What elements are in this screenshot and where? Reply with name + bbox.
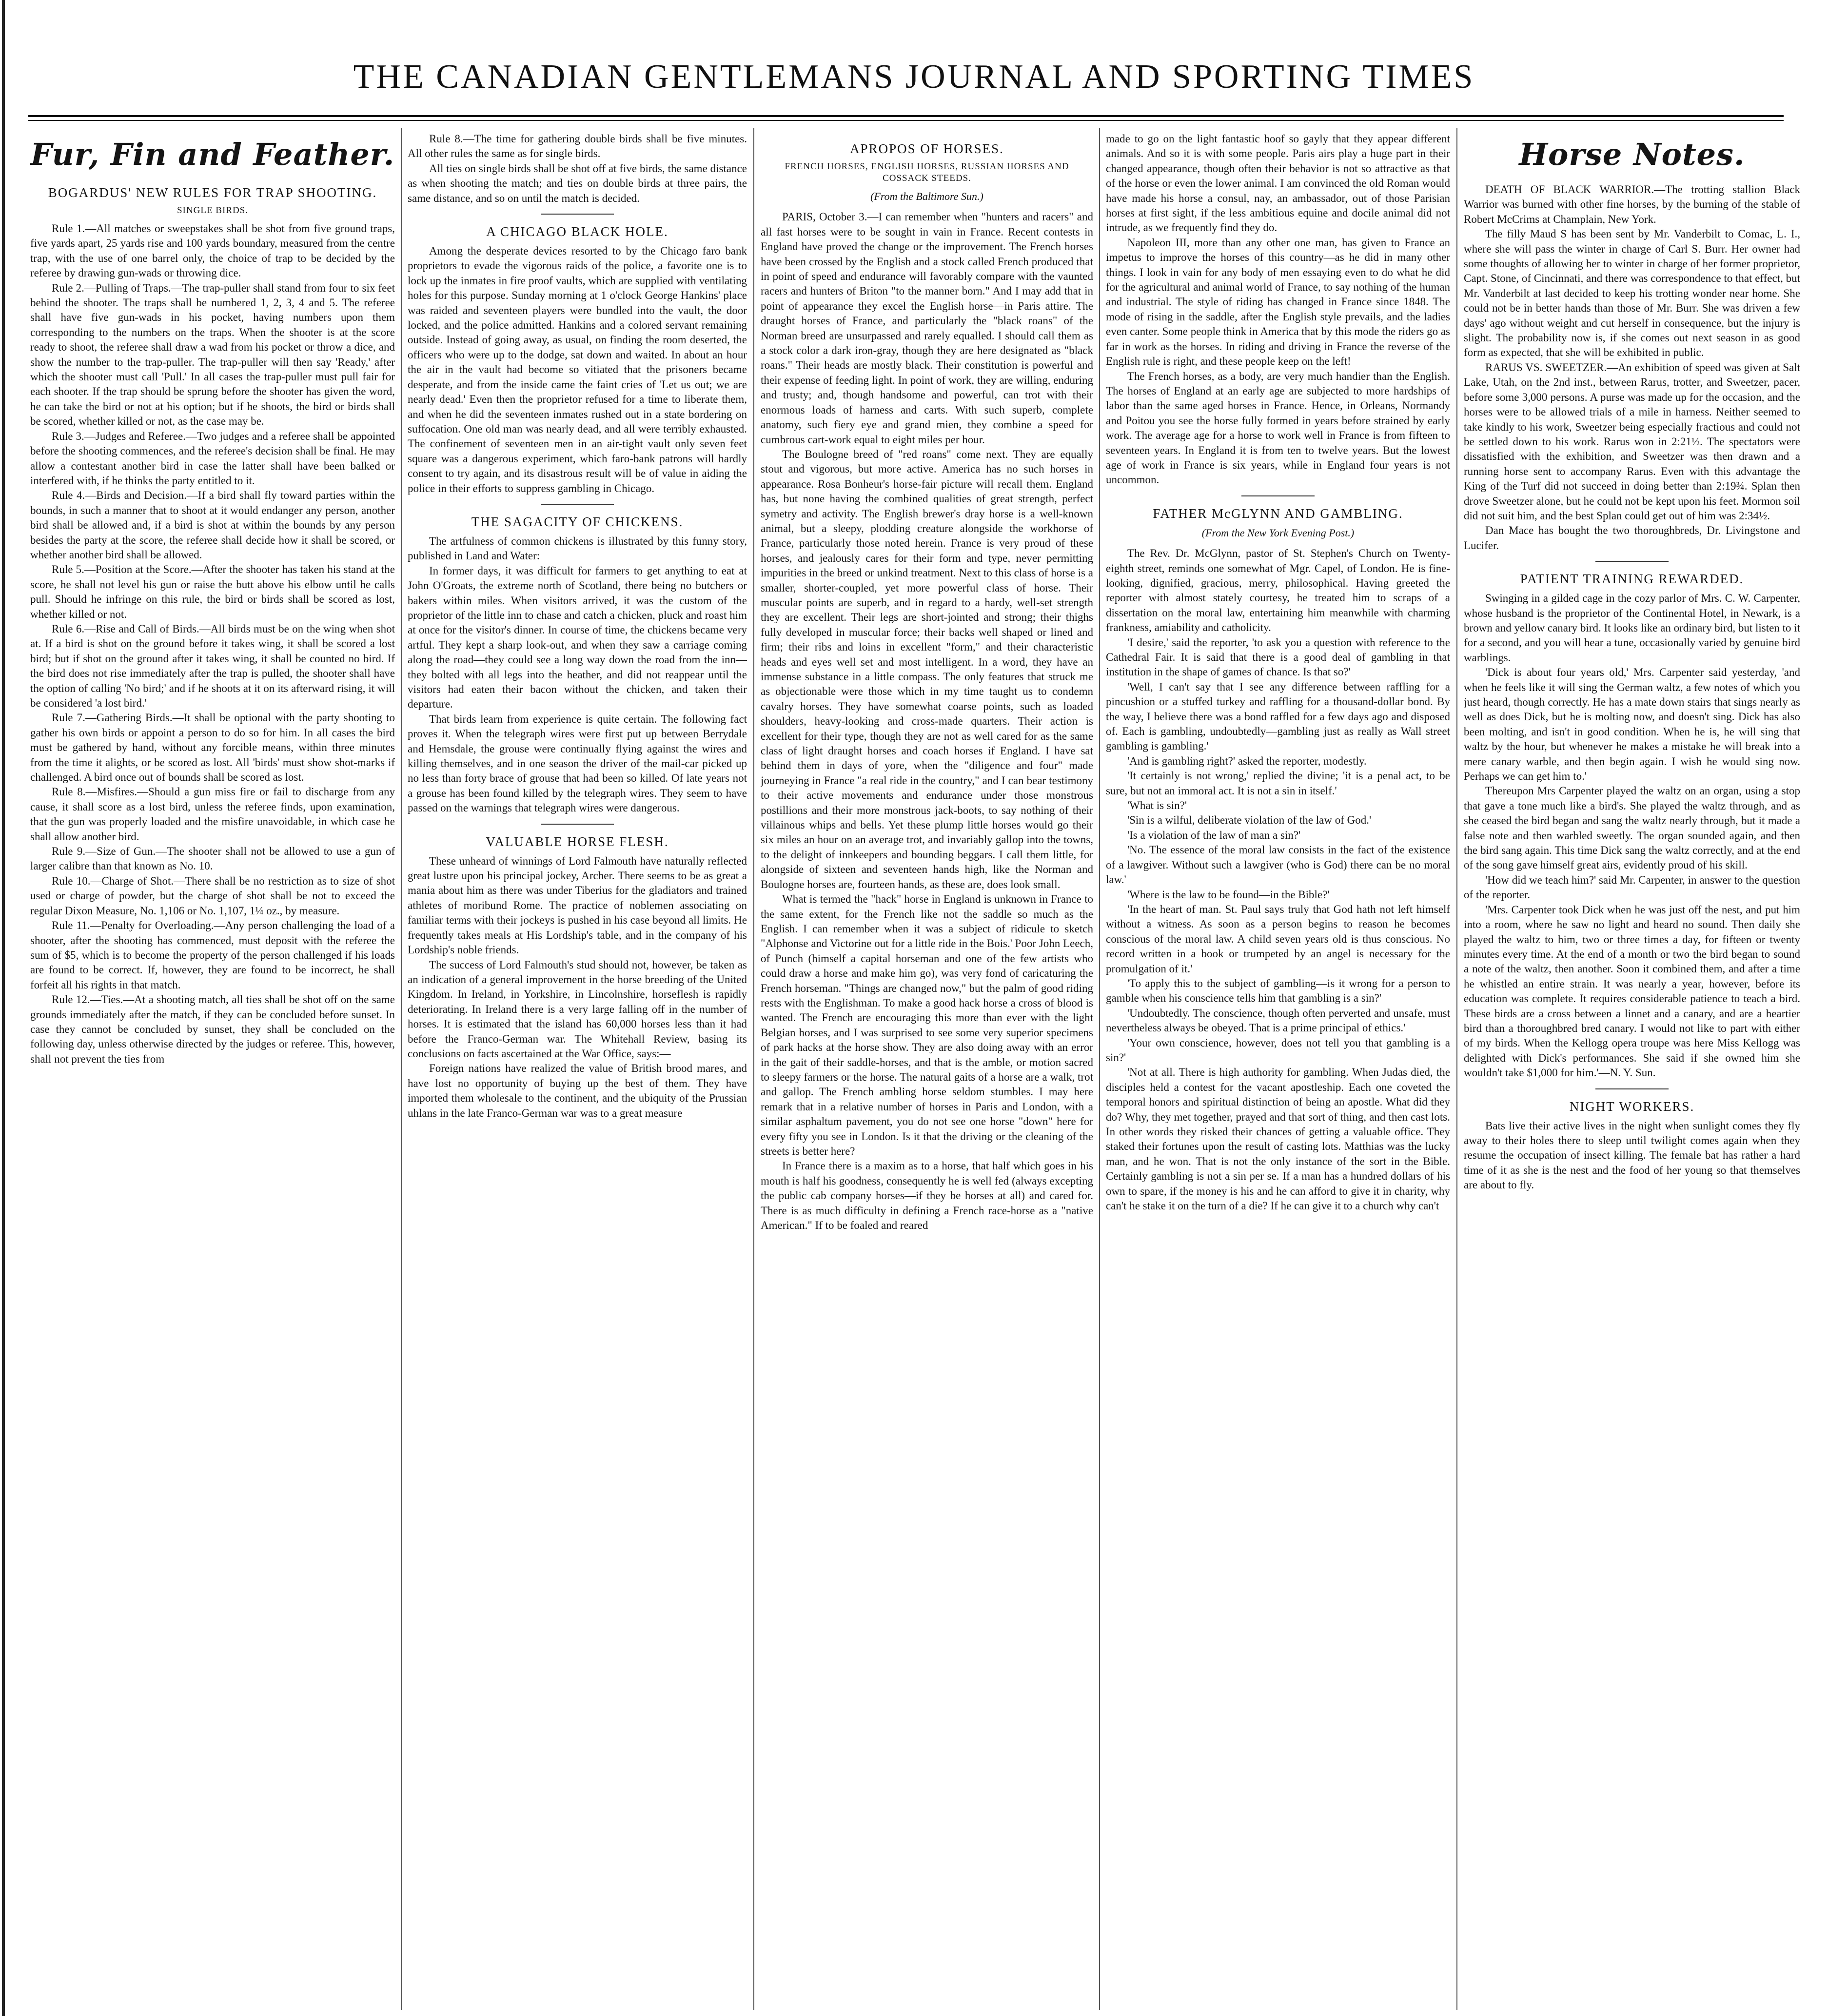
paragraph: 'Mrs. Carpenter took Dick when he was just off the nest, and put him into a room, where he saw no light and heard no sound. Then daily she played the waltz to him, two or three times a day, for fifteen or twenty minutes every time. At the end of a month or two the bird began to sound a note of the waltz, then another. Soon it combined them, and after a time he whistled an entire strain. It was nearly a year, however, before its education was complete. It requires considerable patience to teach a bird. These birds are a cross between a linnet and a canary, and are a heartier bird than a thoroughbred bred canary. I would not like to part with either of my birds. When the Kellogg opera troupe was here Miss Kellogg was delighted with Dick's performances. She said if she owned him she wouldn't take $1,000 for him.'—N. Y. Sun. xyxy=(1464,903,1800,1079)
paragraph: What is termed the "hack" horse in England is unknown in France to the same extent, for the French like not the saddle so much as the English. I can remember when it was a subject of ridicule to sketch "Alphonse and Victorine out for a little ride in the Bois.' Poor John Leech, of Punch (himself a capital horseman and one of the few artists who could draw a horse and make him go), was very fond of caricaturing the French horseman. "Things are changed now," but the palm of good riding rests with the Englishman. To make a good hack horse a cross of blood is wanted. The French are encouraging this more than ever with the light Belgian horses, and I was surprised to see some very superior specimens of park hacks at the horse show. They are also doing away with an error in the gait of their saddle-horses, and that is the amble, or motion sacred to sleepy farmers or the horse. The natural gaits of a horse are a walk, trot and gallop. The French ambling horse seldom stumbles. I may here remark that in a relative number of horses in Paris and London, with a similar asphaltum pavement, you do not see one horse "down" here for every fifty you see in London. Is it that the driving or the cleaning of the streets is better here? xyxy=(761,893,1093,1157)
paragraph: Rule 8.—The time for gathering double birds shall be five minutes. All other rules the same as for single birds. xyxy=(408,133,747,160)
column-horse-notes xyxy=(1464,132,1800,2009)
paragraph: Rule 7.—Gathering Birds.—It shall be optional with the party shooting to gather his own birds or appoint a person to do so for him. In all cases the bird must be gathered by hand, without any forcible means, within three minutes from the time it alights, or be scored as lost. All 'birds' must show shot-marks if challenged. A bird once out of bounds shall be scored as lost. xyxy=(30,712,395,784)
paragraph: 'How did we teach him?' said Mr. Carpenter, in answer to the question of the reporter. xyxy=(1464,873,1800,901)
section-heading-fur-fin-feather: Fur, Fin and Feather. xyxy=(30,137,395,172)
paragraph: 'It certainly is not wrong,' replied the divine; 'it is a penal act, to be sure, but not an immoral act. It is not a sin in itself.' xyxy=(1106,770,1450,797)
article-title-horse-flesh: VALUABLE HORSE FLESH. xyxy=(486,834,669,849)
paragraph: PARIS, October 3.—I can remember when "hunters and racers" and all fast horses were to be sought in vain in France. Recent contests in England have proved the change or the improvement. The French horses have been crossed by the English and a stock called French produced that in point of speed and endurance will favorably compare with the vaunted racers and hunters of Briton "to the manner born." And I may add that in point of appearance they excel the English horse—in Paris attire. The draught horses of France, and particularly the "black roans" of the Norman breed are unsurpassed and rarely equalled. I should call them as a stock color a dark iron-gray, though they are here designated as "black roans." Their heads are mostly black. Their constitution is powerful and their expense of feeding light. In point of work, they are willing, enduring and trusty; and, though handsome and powerful, can trot with their enormous loads of harness and carts. With such superb, complete anatomy, such fiery eye and grand mien, they combine a speed for cumbrous cart-work equal to eight miles per hour. xyxy=(761,211,1093,446)
section-heading-horse-notes: Horse Notes. xyxy=(1519,137,1745,172)
paragraph: 'Undoubtedly. The conscience, though often perverted and unsafe, must nevertheless always be obeyed. That is a prime principal of ethics.' xyxy=(1106,1007,1450,1034)
column-separator xyxy=(401,128,402,2010)
article-source: (From the New York Evening Post.) xyxy=(1201,526,1355,539)
paragraph: Napoleon III, more than any other one man, has given to France an impetus to improve the horses of this country—as he did in many other things. I look in vain for any body of men essaying even to do what he did for the agricultural and animal world of France, to say nothing of the human and industrial. The style of riding has changed in France since 1848. The mode of rising in the saddle, after the English style prevails, and the ladies even canter. Some people think in America that by this mode the riders go as far in work as the horses. In riding and driving in France the reverse of the English rule is right, and these people keep on the left! xyxy=(1106,236,1450,368)
article-divider xyxy=(1595,1088,1669,1089)
paragraph: 'Dick is about four years old,' Mrs. Carpenter said yesterday, 'and when he feels like it will sing the German waltz, a few notes of which you just heard, though correctly. He has a mate down stairs that sings nearly as well as does Dick, but he is molting now, and doesn't sing. Dick has also been molting, and isn't in good condition. When he is, he will sing that waltz by the hour, but whenever he makes a mistake he will break into a mere canary warble, and then begin again. I wish he would sing now. Perhaps we can get him to.' xyxy=(1464,666,1800,783)
column-fur-fin-feather xyxy=(30,132,395,2009)
paragraph: Foreign nations have realized the value of British brood mares, and have lost no opportunity of buying up the best of them. They have imported them wholesale to the continent, and the ubiquity of the Prussian uhlans in the late Franco-German war was to a great measure xyxy=(408,1062,747,1119)
paragraph: The success of Lord Falmouth's stud should not, however, be taken as an indication of a general improvement in the horse breeding of the United Kingdom. In Ireland, in Yorkshire, in Lincolnshire, horseflesh is rapidly deteriorating. In Ireland there is a very large falling off in the number of horses. It is estimated that the island has 60,000 horses less than it had before the Franco-German war. The Whitehall Review, basing its conclusions on facts ascertained at the War Office, says:— xyxy=(408,958,747,1060)
column-separator xyxy=(753,128,754,2010)
paragraph: In France there is a maxim as to a horse, that half which goes in his mouth is half his goodness, consequently he is well fed (always excepting the public cab company horses—if they be horses at all) and cared for. There is as much difficulty in defining a French race-horse as a "native American." If to be foaled and reared xyxy=(761,1160,1093,1232)
paragraph: 'To apply this to the subject of gambling—is it wrong for a person to gamble when his conscience tells him that gambling is a sin?' xyxy=(1106,977,1450,1005)
paragraph: 'What is sin?' xyxy=(1127,799,1187,812)
paragraph: The French horses, as a body, are very much handier than the English. The horses of England at an early age are subjected to more hardships of labor than the same aged horses in France. Hence, in Orleans, Normandy and Poitou you see the horse fully formed in years before strained by early work. The average age for a horse to work well in France is from fifteen to seventeen years. In England it is from ten to twelve years. But the lowest age of work in France is six years, while in England four years is not uncommon. xyxy=(1106,370,1450,486)
article-source: (From the Baltimore Sun.) xyxy=(870,190,983,202)
article-subhead-single-birds: SINGLE BIRDS. xyxy=(177,205,248,216)
paragraph: These unheard of winnings of Lord Falmouth have naturally reflected great lustre upon his principal jockey, Archer. There seems to be as great a mania about him as there was under Tiberius for the gladiators and trained athletes of moribund Rome. The practice of noblemen associating on familiar terms with their jockeys is pushed in his case beyond all limits. He frequently takes meals at His Lordship's table, and in the company of his Lordship's noble friends. xyxy=(408,854,747,956)
paragraph: 'In the heart of man. St. Paul says truly that God hath not left himself without a witness. As soon as a person begins to reason he becomes conscious of the moral law. A child seven years old is thus conscious. No record written in a book or trumpeted by an angel is necessary for the promulgation of it.' xyxy=(1106,903,1450,975)
paragraph: 'Where is the law to be found—in the Bible?' xyxy=(1127,888,1330,901)
article-subtitle: FRENCH HORSES, ENGLISH HORSES, RUSSIAN HORSES AND COSSACK STEEDS. xyxy=(785,161,1069,183)
masthead: THE CANADIAN GENTLEMANS JOURNAL AND SPORTING TIMES xyxy=(353,58,1475,96)
paragraph: In former days, it was difficult for farmers to get anything to eat at John O'Groats, the extreme north of Scotland, there being no butchers or bakers within miles. When visitors arrived, it was the custom of the proprietor of the little inn to chase and catch a chicken, pluck and roast him at once for the visitor's dinner. In course of time, the chickens became very artful. They kept a sharp look-out, and when they saw a carriage coming along the road—they could see a long way down the road from the inn—they bolted with all legs into the heather, and did not reappear until the visitors had eaten their bacon without the chicken, and taken their departure. xyxy=(408,564,747,711)
masthead-rule xyxy=(28,115,1784,117)
article-divider xyxy=(541,824,614,825)
paragraph: Rule 1.—All matches or sweepstakes shall be shot from five ground traps, five yards apart, 25 yards rise and 100 yards boundary, measured from the centre trap, with the use of one barrel only, the choice of trap to be decided by the referee by drawing gun-wads or throwing dice. xyxy=(30,222,395,279)
paragraph: Among the desperate devices resorted to by the Chicago faro bank proprietors to evade the vigorous raids of the police, a favorite one is to lock up the inmates in fire proof vaults, which are supplied with ventilating holes for this purpose. Sunday morning at 1 o'clock George Hankins' place was raided and seventeen players were bundled into the vault, the door locked, and the police admitted. Hankins and a colored servant remaining outside. Instead of going away, as usual, on finding the room deserted, the officers who were up to the dodge, sat down and waited. In about an hour the air in the vault had become so vitiated that the prisoners became desperate, and from the inside came the faint cries of 'Let us out; we are nearly dead.' Even then the proprietor refused for a time to liberate them, and when he did the seventeen inmates rushed out in a state bordering on suffocation. One old man was nearly dead, and all were terribly exhausted. The confinement of seventeen men in an air-tight vault only seven feet square was a dangerous experiment, which faro-bank patrons will hardly consent to try again, and its disastrous result will be of value in aiding the police in their efforts to suppress gambling in Chicago. xyxy=(408,245,747,494)
paragraph: Rule 5.—Position at the Score.—After the shooter has taken his stand at the score, he shall not level his gun or raise the butt above his elbow until he calls pull. Should he infringe on this rule, the bird or birds shall be scored as lost, whether killed or not. xyxy=(30,563,395,620)
column-two xyxy=(408,132,747,2009)
paragraph: Rule 8.—Misfires.—Should a gun miss fire or fail to discharge from any cause, it shall score as a lost bird, unless the referee finds, upon examination, that the gun was properly loaded and the misfire unavoidable, in which case he shall allow another bird. xyxy=(30,786,395,843)
paragraph: The Rev. Dr. McGlynn, pastor of St. Stephen's Church on Twenty-eighth street, reminds one somewhat of Mgr. Capel, of London. He is fine-looking, dignified, gracious, merry, philosophical. Having greeted the reporter with almost stately courtesy, he treated him to scraps of a dissertation on the moral law, entertaining him meanwhile with charming frankness, amiability and catholicity. xyxy=(1106,547,1450,634)
paragraph: Rule 9.—Size of Gun.—The shooter shall not be allowed to use a gun of larger calibre than that known as No. 10. xyxy=(30,845,395,872)
article-title-chicago: A CHICAGO BLACK HOLE. xyxy=(486,224,668,239)
article-title-chickens: THE SAGACITY OF CHICKENS. xyxy=(471,514,684,529)
paragraph: 'Not at all. There is high authority for gambling. When Judas died, the disciples held a contest for the vacant apostleship. Each one coveted the temporal honors and spiritual distinction of being an apostle. What did they do? Why, they met together, prayed and that sort of thing, and then cast lots. In other words they risked their chances of getting a valuable office. They staked their fortunes upon the result of casting lots. Matthias was the lucky man, and he won. That is not the only instance of the sort in the Bible. Certainly gambling is not a sin per se. If a man has a hundred dollars of his own to spare, if the money is his and he can afford to give it in charity, why can't he stake it on the turn of a die? If he can give it to a church why can't xyxy=(1106,1066,1450,1212)
paragraph: Rule 6.—Rise and Call of Birds.—All birds must be on the wing when shot at. If a bird is shot on the ground before it takes wing, it shall be scored a lost bird; but if shot on the ground after it takes wing, it shall be counted no bird. If the bird does not rise immediately after the trap is pulled, the shooter shall have the option of calling 'No bird;' and if he shoots at it on its afterward rising, it will be considered 'a lost bird.' xyxy=(30,622,395,709)
column-four xyxy=(1106,132,1450,2009)
paragraph: Thereupon Mrs Carpenter played the waltz on an organ, using a stop that gave a tone much like a bird's. She played the waltz through, and as she ceased the bird began and sang the waltz nearly through, but it made a false note and then warbled sweetly. The organ sounded again, and then the bird sang again. This time Dick sang the waltz correctly, and at the end of the song gave himself great airs, evidently proud of his skill. xyxy=(1464,785,1800,871)
article-title-patient-training: PATIENT TRAINING REWARDED. xyxy=(1520,572,1744,587)
paragraph: 'Your own conscience, however, does not tell you that gambling is a sin?' xyxy=(1106,1036,1450,1064)
column-three xyxy=(761,132,1093,2009)
paragraph: Rule 10.—Charge of Shot.—There shall be no restriction as to size of shot used or charge of powder, but the charge of shot shall be not to exceed the regular Dixon Measure, No. 1,106 or No. 1,107, 1¼ oz., by measure. xyxy=(30,874,395,917)
paragraph: DEATH OF BLACK WARRIOR.—The trotting stallion Black Warrior was burned with other fine horses, by the burning of the stable of Robert McCrims at Champlain, New York. xyxy=(1464,183,1800,225)
page-edge-rule xyxy=(2,0,5,2016)
article-title-apropos-horses: APROPOS OF HORSES. xyxy=(850,141,1004,156)
article-title-mcglynn: FATHER McGLYNN AND GAMBLING. xyxy=(1153,506,1403,521)
paragraph: All ties on single birds shall be shot off at five birds, the same distance as when shooting the match; and ties on double birds at three pairs, the same distance, and so on until the match is decided. xyxy=(408,162,747,204)
paragraph: Rule 12.—Ties.—At a shooting match, all ties shall be shot off on the same grounds immediately after the match, if they can be concluded before sunset. In case they cannot be concluded by sunset, they shall be concluded on the following day, unless otherwise directed by the judges or referee. This, however, shall not prevent the ties from xyxy=(30,993,395,1065)
paragraph: made to go on the light fantastic hoof so gayly that they appear different animals. And so it is with some people. Paris airs play a huge part in their changed appearance, though often their behavior is not so attractive as that of the horse or even the lower animal. I am convinced the old Roman would have made his horse a consul, nay, an ambassador, out of those Parisian horses at first sight, if the less ambitious equine and docile animal did not intrude, as we frequently find they do. xyxy=(1106,133,1450,234)
article-divider xyxy=(1595,561,1669,562)
paragraph: Rule 11.—Penalty for Overloading.—Any person challenging the load of a shooter, after the shooting has commenced, must deposit with the referee the sum of $5, which is to become the property of the person challenged if his loads are found to be correct. If, however, they are found to be incorrect, he shall forfeit all his rights in that match. xyxy=(30,919,395,991)
paragraph: Bats live their active lives in the night when sunlight comes they fly away to their holes there to sleep until twilight comes again when they resume the occupation of insect killing. The female bat has rather a hard time of it as she is the nest and the food of her young so that themselves are about to fly. xyxy=(1464,1119,1800,1191)
article-divider xyxy=(541,214,614,215)
paragraph: Dan Mace has bought the two thoroughbreds, Dr. Livingstone and Lucifer. xyxy=(1464,524,1800,552)
paragraph: Rule 4.—Birds and Decision.—If a bird shall fly toward parties within the bounds, in such a manner that to shoot at it would endanger any person, another bird shall be allowed and, if a bird is shot at within the bounds by any person besides the party at the score, the referee shall decide how it shall be scored, or whether another bird shall be allowed. xyxy=(30,489,395,561)
paragraph: 'Sin is a wilful, deliberate violation of the law of God.' xyxy=(1127,814,1372,827)
article-title-bogardus: BOGARDUS' NEW RULES FOR TRAP SHOOTING. xyxy=(48,185,377,200)
article-title-night-workers: NIGHT WORKERS. xyxy=(1569,1099,1695,1114)
paragraph: 'I desire,' said the reporter, 'to ask you a question with reference to the Cathedral Fair. It is said that there is a good deal of gambling in that institution in the shape of games of chance. Is that so?' xyxy=(1106,636,1450,678)
column-separator xyxy=(1456,128,1457,2010)
paragraph: The filly Maud S has been sent by Mr. Vanderbilt to Comac, L. I., where she will pass the winter in charge of Carl S. Burr. Her owner had some thoughts of allowing her to winter in charge of her former proprietor, Capt. Stone, of Cincinnati, and there was correspondence to that effect, but Mr. Vanderbilt at last decided to keep his trotting wonder near home. She could not be in better hands than those of Mr. Burr. She was driven a few days' ago without weight and cut herself in consequence, but the injury is slight. The probability now is, if she comes out next season in as good form as expected, that she will be exhibited in public. xyxy=(1464,228,1800,359)
paragraph: RARUS VS. SWEETZER.—An exhibition of speed was given at Salt Lake, Utah, on the 2nd inst., between Rarus, trotter, and Sweetzer, pacer, before some 3,000 persons. A purse was made up for the occasion, and the horses were to be allowed trials of a mile in harness. Neither seemed to take kindly to his work, Sweetzer being especially fractious and could not be settled down to his work. Rarus won in 2:21½. The spectators were dissatisfied with the exhibition, and Sweetzer was then drawn and a running horse sent to accompany Rarus. Even with this advantage the King of the Turf did not succeed in doing better than 2:19¾. Splan then drove Sweetzer alone, but he could not be kept upon his feet. Mormon soil did not suit him, and the best Splan could get out of him was 2:34½. xyxy=(1464,361,1800,522)
masthead-rule-thin xyxy=(28,120,1784,121)
paragraph: 'Is a violation of the law of man a sin?' xyxy=(1127,829,1301,841)
paragraph: 'Well, I can't say that I see any difference between raffling for a pincushion or a stuffed turkey and raffling for a thousand-dollar bond. By the way, I believe there was a bond raffled for a few days ago and disposed of. Each is gambling, undoubtedly—gambling just as really as Wall street gambling is gambling.' xyxy=(1106,680,1450,752)
article-divider xyxy=(541,504,614,505)
paragraph: Swinging in a gilded cage in the cozy parlor of Mrs. C. W. Carpenter, whose husband is the proprietor of the Continental Hotel, in Newark, is a brown and yellow canary bird. It looks like an ordinary bird, but listen to it for a second, and you will hear a tune, occasionally varied by genuine bird warblings. xyxy=(1464,592,1800,664)
paragraph: Rule 2.—Pulling of Traps.—The trap-puller shall stand from four to six feet behind the shooter. The traps shall be numbered 1, 2, 3, 4 and 5. The referee shall have five gun-wads in his pocket, having numbers upon them corresponding to the numbers on the traps. When the shooter is at the score ready to shoot, the referee shall draw a wad from his pocket or throw a dice, and show the number to the trap-puller. The trap-puller will then say 'Ready,' after which the shooter must call 'Pull.' In all cases the trap-puller must pull fair for each shooter. If the trap should be sprung before the shooter has given the word, he can take the bird or not at his option; but if he shoots, the bird or birds shall be scored, whether killed or not, as the case may be. xyxy=(30,281,395,428)
paragraph: 'No. The essence of the moral law consists in the fact of the existence of a lawgiver. Without such a lawgiver (who is God) there can be no moral law.' xyxy=(1106,844,1450,886)
paragraph: The artfulness of common chickens is illustrated by this funny story, published in Land and Water: xyxy=(408,534,747,562)
column-separator xyxy=(1099,128,1100,2010)
paragraph: 'And is gambling right?' asked the reporter, modestly. xyxy=(1127,754,1367,767)
paragraph: That birds learn from experience is quite certain. The following fact proves it. When the telegraph wires were first put up between Berrydale and Hemsdale, the grouse were continually flying against the wires and killing themselves, and in one season the driver of the mail-car picked up no less than forty brace of grouse that had been so killed. Of late years not a grouse has been found killed by the telegraph wires. They seem to have passed on the warnings that telegraph wires were dangerous. xyxy=(408,712,747,814)
paragraph: The Boulogne breed of "red roans" come next. They are equally stout and vigorous, but more active. America has no such horses in appearance. Rosa Bonheur's horse-fair picture will recall them. England has, but none having the combined qualities of great strength, perfect symetry and activity. The English brewer's dray horse is a well-known animal, but a sleepy, plodding creature alongside the workhorse of France, particularly those noted herein. France is very proud of these horses, and jealously cares for their form and type, never permitting impurities in the breed or unkind treatment. Next to this class of horse is a smaller, shorter-coupled, yet more powerful class of horse. Their muscular points are superb, and in regard to a hardy, well-set strength they are excellent. Their legs are short-jointed and strong; their thighs fully developed in muscular force; their backs well shaped or lined and firm; their ribs and loins in excellent "form," and their characteristic heads and eyes well set and most intelligent. In a word, they have an immense substance in a little compass. The only features that struck me as objectionable were those which in my time taught us to condemn cavalry horses. They have somewhat coarse points, such as loaded shoulders, heavy-looking and cross-made quarters. Their action is excellent for their type, though they are not as well cared for as the same class of light draught horses and coach horses if England. I have sat behind them in days of yore, when the "diligence and four" made journeying in France "a real ride in the country," and I can bear testimony to their active movements and endurance under those monstrous postillions and their more monstrous jack-boots, to say nothing of their villainous whips and bells. Yet these plump little horses would go their six miles an hour on an average trot, and invariably gallop into the towns, to the delight of innkeepers and bounding beggars. I call them little, for alongside of sixteen and seventeen hands high, like the Norman and Boulogne horses are, fourteen hands, as these are, does look small. xyxy=(761,448,1093,890)
paragraph: Rule 3.—Judges and Referee.—Two judges and a referee shall be appointed before the shooting commences, and the referee's decision shall be final. He may allow a contestant another bird in case the latter shall have been balked or interfered with, if he thinks the party entitled to it. xyxy=(30,430,395,487)
article-divider xyxy=(1241,495,1315,496)
